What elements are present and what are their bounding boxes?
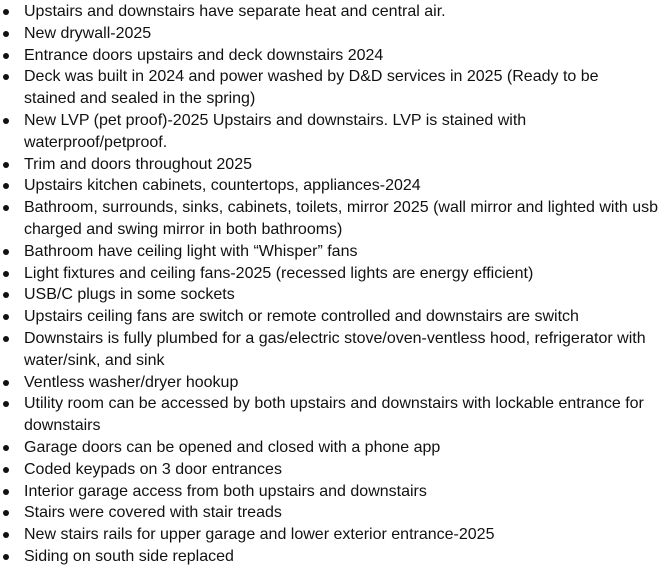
bullet-icon [3,489,9,495]
bullet-icon [3,205,9,211]
bullet-icon [3,9,9,15]
bullet-icon [3,445,9,451]
list-item [0,197,667,241]
list-item [0,437,667,459]
list-item-text: Stairs were covered with stair treads [24,504,282,522]
bullet-icon [3,271,9,277]
bullet-icon [3,532,9,538]
list-item-text: Utility room can be accessed by both upstairs and downstairs with lockable entrance for downstairs [24,395,644,435]
list-item [0,66,644,110]
list-item-text: Upstairs kitchen cabinets, countertops, appliances-2024 [24,177,421,195]
list-item [0,459,667,481]
list-item [0,502,667,524]
list-item-text: Trim and doors throughout 2025 [24,155,252,173]
bullet-icon [3,467,9,473]
list-item [0,110,584,154]
list-item-text: Bathroom, surrounds, sinks, cabinets, toilets, mirror 2025 (wall mirror and lighted with usb charged and swing mirror in both bathrooms) [24,199,659,238]
bullet-icon [3,336,9,342]
bullet-icon [3,401,9,407]
list-item [0,45,667,67]
list-item-text: USB/C plugs in some sockets [24,286,235,304]
list-item-text: Bathroom have ceiling light with “Whisper” fans [24,242,358,260]
list-item-text: Entrance doors upstairs and deck downstairs 2024 [24,46,384,64]
list-item [0,263,667,285]
list-item-text: Deck was built in 2024 and power washed by D&D services in 2025 (Ready to be stained and sealed in the spring) [24,68,599,108]
list-item [0,481,667,503]
list-item-text: Coded keypads on 3 door entrances [24,460,282,478]
list-item-text: Garage doors can be opened and closed with a phone app [24,438,441,456]
feature-list [0,1,667,568]
bullet-icon [3,292,9,298]
list-item [0,372,667,394]
list-item [0,175,667,197]
list-item-text: Light fixtures and ceiling fans-2025 (recessed lights are energy efficient) [24,264,534,282]
list-item [0,23,667,45]
list-item [0,306,667,328]
list-item [0,524,667,546]
list-item [0,241,667,263]
list-item [0,328,667,372]
bullet-icon [3,380,9,386]
bullet-icon [3,53,9,59]
bullet-icon [3,74,9,80]
list-item-text: Siding on south side replaced [24,547,234,565]
list-item [0,1,667,23]
bullet-icon [3,118,9,124]
list-item-text: Upstairs and downstairs have separate heat and central air. [24,3,446,20]
list-item-text: Interior garage access from both upstairs and downstairs [24,482,427,500]
list-item-text: Downstairs is fully plumbed for a gas/electric stove/oven-ventless hood, refrigerator with water/sink, and sink [24,329,646,369]
list-item [0,284,667,306]
bullet-icon [3,249,9,255]
bullet-icon [3,510,9,516]
list-item-text: Ventless washer/dryer hookup [24,373,239,391]
bullet-icon [3,314,9,320]
list-item-text: New LVP (pet proof)-2025 Upstairs and downstairs. LVP is stained with waterproof/petproof. [24,111,527,151]
bullet-icon [3,183,9,189]
bullet-icon [3,31,9,37]
list-item-text: New drywall-2025 [24,24,152,42]
list-item-text: Upstairs ceiling fans are switch or remote controlled and downstairs are switch [24,308,579,326]
list-item [0,393,667,437]
bullet-icon [3,162,9,168]
list-item-text: New stairs rails for upper garage and lower exterior entrance-2025 [24,526,495,544]
bullet-icon [3,554,9,560]
list-item [0,546,667,568]
list-item [0,154,667,176]
